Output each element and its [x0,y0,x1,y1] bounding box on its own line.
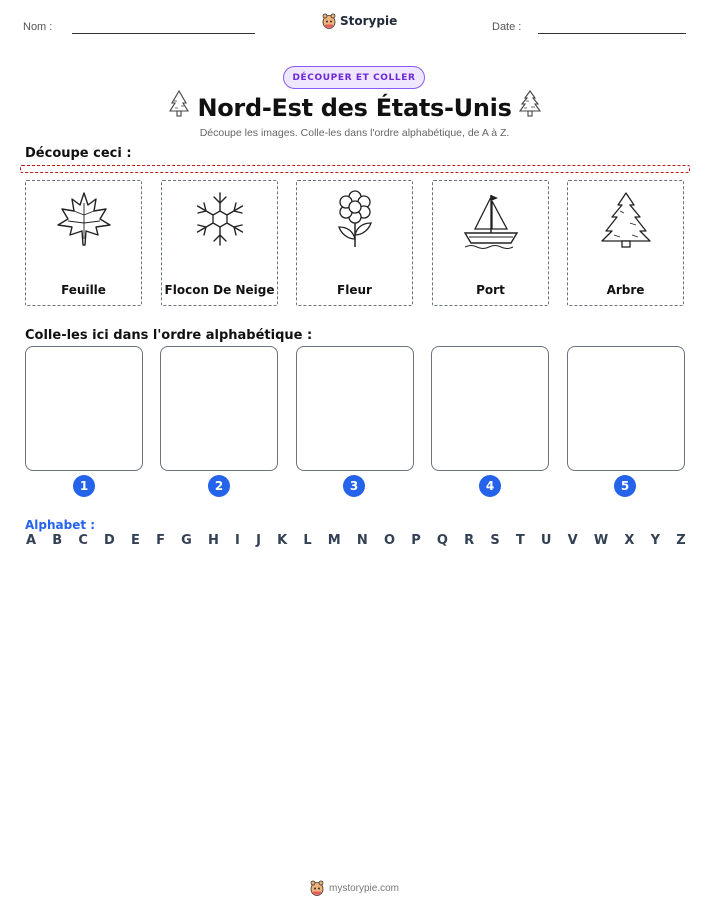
instructions: Découpe les images. Colle-les dans l'ordre alphabétique, de A à Z. [199,127,510,139]
number-badge: 3 [343,475,365,497]
cut-section-label: Découpe ceci : [25,146,132,161]
alphabet-letter: M [327,533,341,548]
cut-card-arbre[interactable] [567,180,684,306]
alphabet-label: Alphabet : [25,518,96,532]
number-badge: 5 [614,475,636,497]
alphabet-letter: Z [676,533,686,548]
snowflake-icon [190,189,250,249]
alphabet-letter: K [277,533,288,548]
pine-sketch-icon-right [516,89,544,119]
alphabet-row [26,533,686,548]
cut-card-feuille[interactable] [25,180,142,306]
activity-badge: DÉCOUPER ET COLLER [283,66,425,89]
brand-logo [322,13,397,29]
date-line[interactable] [538,33,686,34]
alphabet-letter: O [383,533,396,548]
name-line[interactable] [72,33,255,34]
alphabet-letter: Q [436,533,448,548]
cut-card-label: Port [476,283,505,297]
number-badge: 2 [208,475,230,497]
alphabet-letter: E [131,533,140,548]
brand-name: Storypie [340,14,398,28]
mascot-icon [310,880,324,896]
alphabet-letter: T [515,533,525,548]
alphabet-letter: P [411,533,421,548]
alphabet-letter: S [490,533,500,548]
paste-box-1[interactable] [25,346,143,471]
alphabet-letter: D [104,533,115,548]
date-label: Date : [492,21,522,33]
footer-url[interactable]: mystorypie.com [328,882,399,894]
alphabet-letter: H [207,533,219,548]
paste-box-4[interactable] [431,346,549,471]
mascot-icon [322,13,336,29]
cut-card-port[interactable] [432,180,549,306]
alphabet-letter: Y [650,533,661,548]
alphabet-letter: R [464,533,475,548]
alphabet-letter: L [303,533,312,548]
page-title: Nord-Est des États-Unis [197,94,512,122]
paste-box-3[interactable] [296,346,414,471]
alphabet-letter: C [78,533,88,548]
alphabet-letter: X [624,533,635,548]
cut-card-flocon[interactable] [161,180,278,306]
alphabet-letter: G [181,533,192,548]
paste-box-2[interactable] [160,346,278,471]
name-label: Nom : [23,21,53,33]
alphabet-letter: V [567,533,578,548]
alphabet-letter: F [156,533,165,548]
number-badge: 1 [73,475,95,497]
alphabet-letter: U [540,533,552,548]
maple-leaf-icon [54,189,114,249]
pine-tree-icon [596,189,656,249]
cut-card-label: Fleur [337,283,372,297]
cut-card-label: Flocon De Neige [164,283,275,297]
alphabet-letter: J [256,533,261,548]
cut-card-fleur[interactable] [296,180,413,306]
cut-line [20,165,690,173]
paste-section-label: Colle-les ici dans l'ordre alphabétique : [25,328,313,343]
footer [0,880,709,896]
alphabet-letter: I [235,533,240,548]
alphabet-letter: B [52,533,63,548]
sailboat-icon [461,189,521,249]
cut-card-label: Feuille [61,283,106,297]
alphabet-letter: N [356,533,368,548]
paste-box-5[interactable] [567,346,685,471]
cut-card-label: Arbre [606,283,645,297]
flower-icon [325,189,385,249]
alphabet-letter: W [593,533,609,548]
alphabet-letter: A [26,533,37,548]
number-badge: 4 [479,475,501,497]
